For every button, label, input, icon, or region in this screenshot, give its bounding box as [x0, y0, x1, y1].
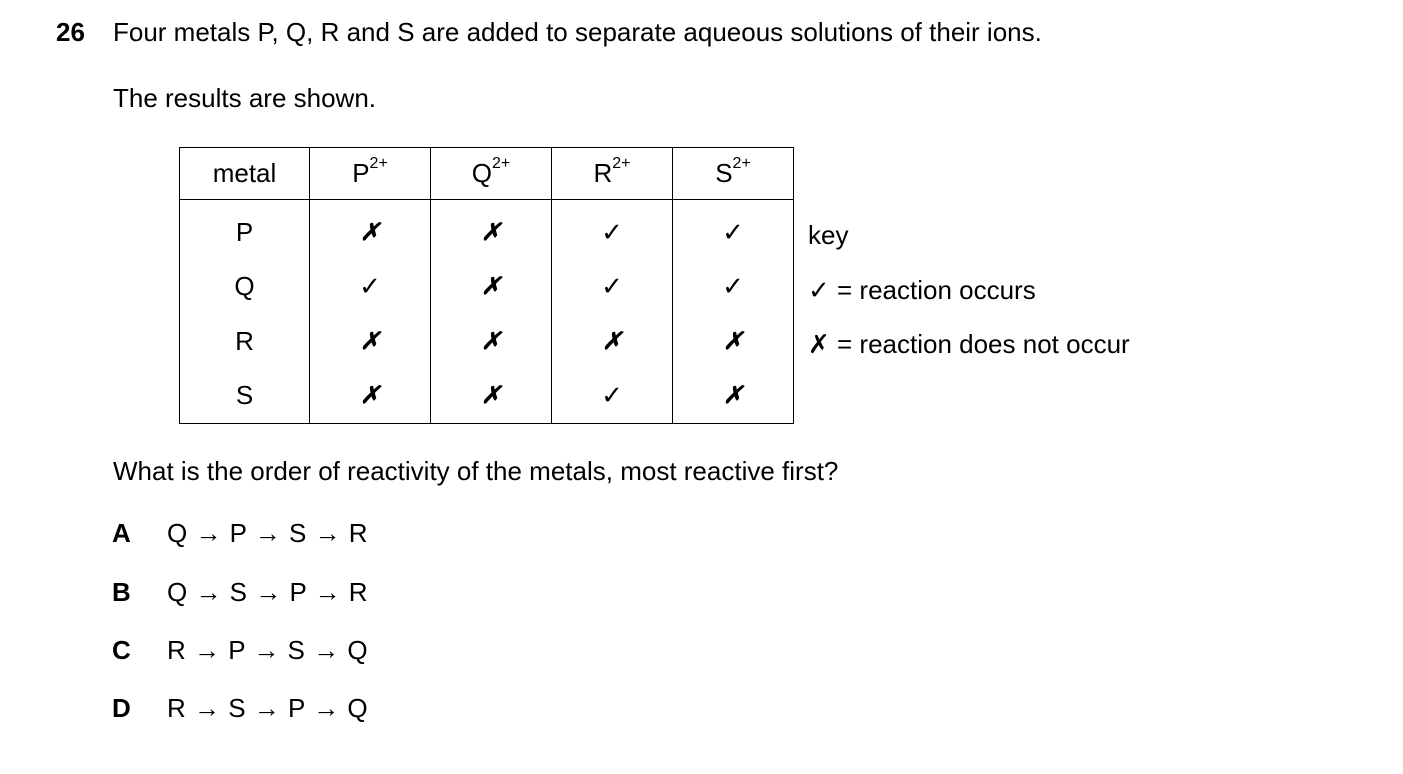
key-reaction-occurs: ✓ = reaction occurs [808, 275, 1036, 305]
table-row [180, 314, 794, 369]
question-number: 26 [56, 17, 85, 47]
result-mark: ✗ [673, 314, 794, 369]
row-metal: R [180, 314, 310, 369]
option-a-letter[interactable]: A [112, 518, 131, 548]
results-intro: The results are shown. [113, 83, 377, 113]
header-ion-q: $Q^{2+}$ [431, 148, 552, 200]
result-mark: ✓ [552, 260, 673, 315]
results-table [179, 147, 794, 424]
header-metal: metal [180, 148, 310, 200]
key-reaction-does-not-occur: ✗ = reaction does not occur [808, 329, 1130, 359]
result-mark: ✓ [552, 200, 673, 260]
result-mark: ✓ [673, 200, 794, 260]
result-mark: ✗ [431, 314, 552, 369]
result-mark: ✗ [431, 200, 552, 260]
key-title: key [808, 220, 849, 250]
option-d-letter[interactable]: D [112, 693, 131, 723]
header-ion-p: $P^{2+}$ [310, 148, 431, 200]
table-row [180, 200, 794, 260]
option-b-text[interactable]: Q → S → P → R [167, 577, 369, 607]
table-header-row [180, 148, 794, 200]
result-mark: ✓ [552, 369, 673, 424]
result-mark: ✓ [310, 260, 431, 315]
header-ion-s: $S^{2+}$ [673, 148, 794, 200]
option-b-letter[interactable]: B [112, 577, 131, 607]
table-row [180, 260, 794, 315]
row-metal: S [180, 369, 310, 424]
question-prompt: What is the order of reactivity of the metals, most reactive first? [113, 456, 839, 486]
result-mark: ✗ [552, 314, 673, 369]
result-mark: ✗ [310, 200, 431, 260]
result-mark: ✗ [431, 260, 552, 315]
question-stem: Four metals P, Q, R and S are added to separate aqueous solutions of their ions. [113, 17, 1042, 47]
result-mark: ✗ [310, 314, 431, 369]
option-c-letter[interactable]: C [112, 635, 131, 665]
result-mark: ✓ [673, 260, 794, 315]
result-mark: ✗ [431, 369, 552, 424]
row-metal: P [180, 200, 310, 260]
option-c-text[interactable]: R → P → S → Q [167, 635, 369, 665]
result-mark: ✗ [673, 369, 794, 424]
option-a-text[interactable]: Q → P → S → R [167, 518, 369, 548]
row-metal: Q [180, 260, 310, 315]
table-row [180, 369, 794, 424]
header-ion-r: $R^{2+}$ [552, 148, 673, 200]
option-d-text[interactable]: R → S → P → Q [167, 693, 369, 723]
result-mark: ✗ [310, 369, 431, 424]
